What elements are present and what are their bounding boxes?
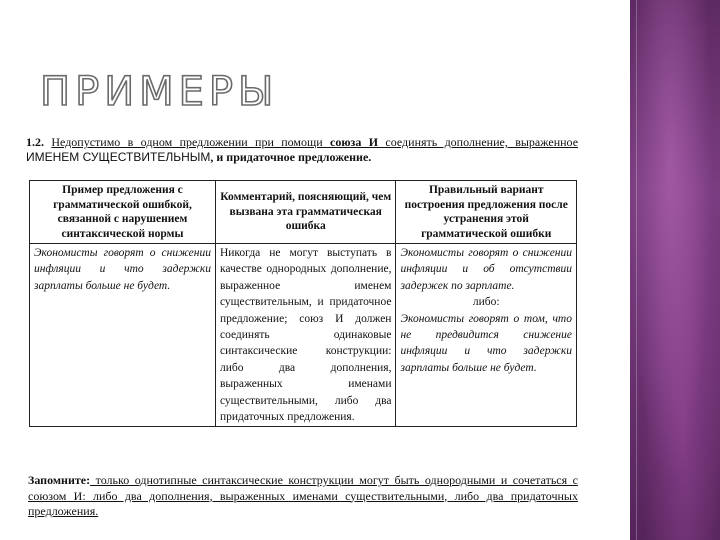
remember-note — [28, 473, 578, 520]
header-comment: Комментарий, поясняющий, чем вызвана эта грамматическая ошибка — [215, 181, 396, 244]
rule-statement — [26, 135, 578, 165]
remember-text: только однотипные синтаксические конструкции могут быть однородными и сочетаться с союзом И: либо два дополнения, выраженных именами существительными, либо два придаточных предложения. — [28, 473, 578, 518]
rule-conjunction: союза И — [330, 135, 379, 149]
header-correct: Правильный вариант построения предложения после устранения этой грамматической ошибки — [396, 181, 577, 244]
rule-noun-caps: ИМЕНЕМ СУЩЕСТВИТЕЛЬНЫМ — [26, 150, 211, 164]
decorative-side-panel — [630, 0, 720, 540]
cell-comment: Никогда не могут выступать в качестве однородных дополнение, выраженное именем существительным, и придаточное предложение; союз И должен соединять одинаковые синтаксические конструкции: либо два дополнения, выраженных именами существительными, либо два придаточных предложения. — [215, 244, 396, 427]
alternative-separator: либо: — [472, 296, 500, 309]
rule-number: 1.2. — [26, 135, 44, 149]
correct-variant-1: Экономисты говорят о снижении инфляции и об отсутствии задержек по зарплате. — [400, 247, 572, 292]
cell-correct — [396, 244, 577, 427]
correct-variant-2: Экономисты говорят о том, что не предвидится снижение инфляции и что задержки зарплаты больше не будет. — [400, 312, 572, 374]
rule-text-middle: соединять дополнение, выраженное — [378, 135, 579, 149]
rule-text-after: , и придаточное предложение. — [210, 150, 372, 164]
table-header-row — [30, 181, 577, 244]
slide-title: ПРИМЕРЫ — [40, 69, 279, 115]
rule-text-before: Недопустимо в одном предложении при помощи — [51, 135, 331, 149]
cell-example — [30, 244, 216, 427]
header-example: Пример предложения с грамматической ошибкой, связанной с нарушением синтаксической нормы — [30, 181, 216, 244]
example-sentence: Экономисты говорят о снижении инфляции и что задержки зарплаты больше не будет. — [34, 247, 211, 292]
table-row — [30, 244, 577, 427]
remember-label: Запомните: — [28, 473, 91, 487]
examples-table — [29, 180, 577, 427]
